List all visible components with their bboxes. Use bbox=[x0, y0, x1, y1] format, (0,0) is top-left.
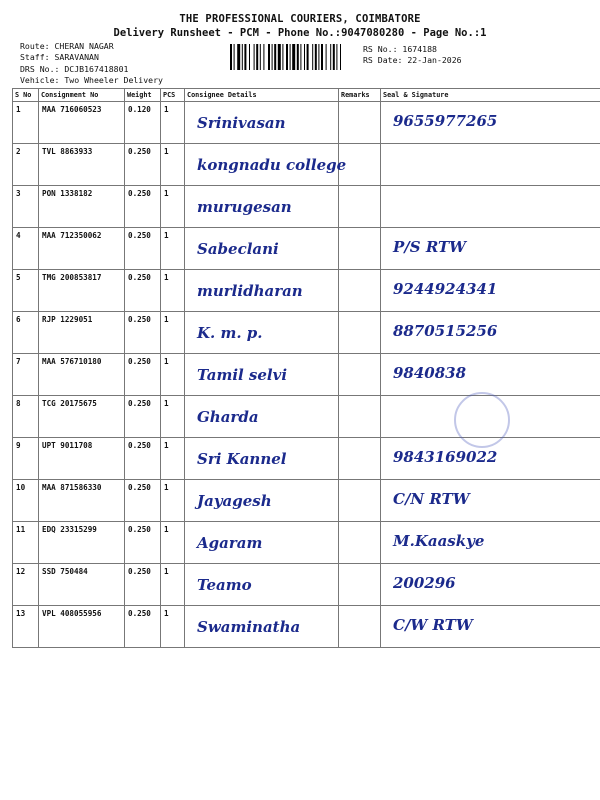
cell-remarks bbox=[339, 186, 381, 228]
barcode-bar bbox=[249, 44, 250, 70]
table-row bbox=[13, 438, 600, 480]
cell-sno: 1 bbox=[13, 102, 39, 144]
table-row bbox=[13, 312, 600, 354]
cell-sno: 11 bbox=[13, 522, 39, 564]
cell-pcs: 1 bbox=[161, 228, 185, 270]
cell-pcs: 1 bbox=[161, 522, 185, 564]
cell-consignee bbox=[185, 144, 347, 186]
handwritten-consignee: murlidharan bbox=[197, 282, 303, 300]
cell-consignment: MAA 716060523 bbox=[39, 102, 125, 144]
barcode-bar bbox=[237, 44, 240, 70]
cell-consignee bbox=[185, 522, 339, 564]
cell-sno: 6 bbox=[13, 312, 39, 354]
table-row bbox=[13, 228, 600, 270]
header-sno: S No bbox=[13, 89, 39, 102]
barcode-bar bbox=[244, 44, 246, 70]
drs-label: DRS No.: DCJB167418801 bbox=[20, 64, 129, 74]
cell-seal bbox=[381, 606, 600, 648]
cell-weight: 0.250 bbox=[125, 354, 161, 396]
runsheet-table bbox=[12, 88, 600, 648]
cell-seal bbox=[381, 480, 600, 522]
cell-consignment: VPL 408055956 bbox=[39, 606, 125, 648]
cell-pcs: 1 bbox=[161, 396, 185, 438]
runsheet-subtitle: Delivery Runsheet - PCM - Phone No.:9047080280 - Page No.:1 bbox=[113, 27, 487, 39]
cell-weight: 0.250 bbox=[125, 522, 161, 564]
barcode-bar bbox=[330, 44, 331, 70]
barcode-bar bbox=[307, 44, 309, 70]
cell-sno: 10 bbox=[13, 480, 39, 522]
cell-seal bbox=[381, 312, 600, 354]
cell-pcs: 1 bbox=[161, 564, 185, 606]
header-consignment: Consignment No bbox=[39, 89, 125, 102]
cell-remarks bbox=[339, 396, 381, 438]
barcode-bar bbox=[263, 44, 264, 70]
cell-consignee bbox=[185, 564, 339, 606]
staff-label: Staff: SARAVANAN bbox=[20, 52, 99, 62]
handwritten-consignee: Tamil selvi bbox=[197, 366, 288, 384]
cell-consignee bbox=[185, 396, 339, 438]
cell-consignee bbox=[185, 438, 339, 480]
cell-remarks bbox=[339, 480, 381, 522]
cell-consignment: RJP 1229051 bbox=[39, 312, 125, 354]
cell-consignee bbox=[185, 186, 339, 228]
cell-sno: 5 bbox=[13, 270, 39, 312]
cell-pcs: 1 bbox=[161, 354, 185, 396]
barcode-bar bbox=[268, 44, 270, 70]
table-header-row bbox=[13, 89, 600, 102]
cell-seal bbox=[381, 102, 600, 144]
handwritten-signature: 9244924341 bbox=[393, 280, 498, 298]
cell-consignee bbox=[185, 228, 339, 270]
vehicle-label: Vehicle: Two Wheeler Delivery bbox=[20, 75, 163, 85]
barcode-bar bbox=[282, 44, 283, 70]
cell-remarks bbox=[339, 606, 381, 648]
handwritten-consignee: Srinivasan bbox=[197, 114, 286, 132]
cell-consignment: MAA 871586330 bbox=[39, 480, 125, 522]
cell-remarks bbox=[339, 102, 381, 144]
handwritten-consignee: murugesan bbox=[197, 198, 292, 216]
barcode-bar bbox=[272, 44, 273, 70]
cell-weight: 0.250 bbox=[125, 438, 161, 480]
barcode-bar bbox=[297, 44, 299, 70]
cell-remarks bbox=[339, 564, 381, 606]
barcode-bar bbox=[333, 44, 335, 70]
cell-remarks bbox=[339, 270, 381, 312]
cell-remarks bbox=[339, 228, 381, 270]
handwritten-signature: P/S RTW bbox=[393, 238, 467, 256]
cell-sno: 7 bbox=[13, 354, 39, 396]
cell-consignment: TMG 200853817 bbox=[39, 270, 125, 312]
handwritten-consignee: kongnadu college bbox=[197, 156, 347, 174]
barcode-bar bbox=[242, 44, 243, 70]
cell-consignment: UPT 9011708 bbox=[39, 438, 125, 480]
cell-weight: 0.250 bbox=[125, 396, 161, 438]
header-remarks: Remarks bbox=[339, 89, 381, 102]
cell-pcs: 1 bbox=[161, 606, 185, 648]
cell-sno: 9 bbox=[13, 438, 39, 480]
cell-weight: 0.250 bbox=[125, 186, 161, 228]
cell-pcs: 1 bbox=[161, 480, 185, 522]
cell-consignment: PON 1338182 bbox=[39, 186, 125, 228]
cell-pcs: 1 bbox=[161, 144, 185, 186]
cell-pcs: 1 bbox=[161, 102, 185, 144]
barcode-bar bbox=[234, 44, 235, 70]
cell-consignment: MAA 576710180 bbox=[39, 354, 125, 396]
handwritten-consignee: Swaminatha bbox=[197, 618, 301, 636]
cell-seal bbox=[381, 564, 600, 606]
handwritten-signature: C/W RTW bbox=[393, 616, 473, 634]
table-row bbox=[13, 522, 600, 564]
cell-consignee bbox=[185, 354, 339, 396]
table-row bbox=[13, 564, 600, 606]
barcode-bar bbox=[260, 44, 261, 70]
company-title: THE PROFESSIONAL COURIERS, COIMBATORE bbox=[179, 13, 421, 25]
cell-sno: 2 bbox=[13, 144, 39, 186]
table-row bbox=[13, 270, 600, 312]
handwritten-signature: 9840838 bbox=[393, 364, 467, 382]
barcode-bar bbox=[292, 44, 295, 70]
cell-consignment: EDQ 23315299 bbox=[39, 522, 125, 564]
cell-seal bbox=[381, 354, 600, 396]
cell-seal bbox=[381, 228, 600, 270]
barcode-bar bbox=[336, 44, 337, 70]
cell-weight: 0.250 bbox=[125, 564, 161, 606]
cell-pcs: 1 bbox=[161, 270, 185, 312]
barcode-bar bbox=[290, 44, 291, 70]
table-row bbox=[13, 354, 600, 396]
cell-pcs: 1 bbox=[161, 312, 185, 354]
cell-pcs: 1 bbox=[161, 186, 185, 228]
barcode-bar bbox=[326, 44, 327, 70]
handwritten-signature: 8870515256 bbox=[393, 322, 498, 340]
rs-number: RS No.: 1674188 bbox=[363, 44, 437, 54]
table-row bbox=[13, 480, 600, 522]
barcode-bar bbox=[274, 44, 276, 70]
handwritten-consignee: Sabeclani bbox=[197, 240, 279, 258]
cell-weight: 0.250 bbox=[125, 228, 161, 270]
barcode-bar bbox=[278, 44, 281, 70]
header-weight: Weight bbox=[125, 89, 161, 102]
barcode-image bbox=[230, 44, 358, 70]
cell-sno: 13 bbox=[13, 606, 39, 648]
cell-remarks bbox=[339, 312, 381, 354]
handwritten-signature: 9655977265 bbox=[393, 112, 498, 130]
barcode-bar bbox=[230, 44, 232, 70]
header-consignee: Consignee Details bbox=[185, 89, 339, 102]
cell-consignment: TVL 8863933 bbox=[39, 144, 125, 186]
barcode-bar bbox=[312, 44, 313, 70]
cell-consignee bbox=[185, 270, 339, 312]
table-row bbox=[13, 186, 600, 228]
cell-remarks bbox=[339, 354, 381, 396]
cell-weight: 0.120 bbox=[125, 102, 161, 144]
cell-sno: 4 bbox=[13, 228, 39, 270]
cell-consignment: MAA 712350062 bbox=[39, 228, 125, 270]
cell-sno: 12 bbox=[13, 564, 39, 606]
cell-weight: 0.250 bbox=[125, 606, 161, 648]
cell-consignee bbox=[185, 480, 339, 522]
cell-remarks bbox=[339, 522, 381, 564]
barcode-bar bbox=[256, 44, 258, 70]
table-row bbox=[13, 606, 600, 648]
cell-pcs: 1 bbox=[161, 438, 185, 480]
barcode-bar bbox=[304, 44, 305, 70]
handwritten-signature: M.Kaaskye bbox=[393, 532, 485, 550]
header-seal: Seal & Signature bbox=[381, 89, 600, 102]
table-row bbox=[13, 102, 600, 144]
cell-weight: 0.250 bbox=[125, 270, 161, 312]
seal-stamp bbox=[454, 392, 510, 448]
barcode-bar bbox=[321, 44, 323, 70]
handwritten-signature: 200296 bbox=[393, 574, 456, 592]
cell-weight: 0.250 bbox=[125, 312, 161, 354]
handwritten-consignee: Jayagesh bbox=[197, 492, 272, 510]
barcode-bar bbox=[315, 44, 317, 70]
cell-remarks bbox=[339, 438, 381, 480]
cell-consignee bbox=[185, 606, 339, 648]
handwritten-consignee: Sri Kannel bbox=[197, 450, 287, 468]
rs-date: RS Date: 22-Jan-2026 bbox=[363, 55, 462, 65]
cell-seal bbox=[381, 270, 600, 312]
handwritten-signature: 9843169022 bbox=[393, 448, 498, 466]
cell-seal bbox=[381, 144, 600, 186]
cell-consignee bbox=[185, 102, 339, 144]
cell-consignment: SSD 750484 bbox=[39, 564, 125, 606]
handwritten-consignee: Gharda bbox=[197, 408, 259, 426]
cell-sno: 8 bbox=[13, 396, 39, 438]
handwritten-consignee: K. m. p. bbox=[197, 324, 263, 342]
barcode-bar bbox=[318, 44, 319, 70]
barcode-bar bbox=[254, 44, 255, 70]
table-row bbox=[13, 396, 600, 438]
cell-weight: 0.250 bbox=[125, 480, 161, 522]
handwritten-consignee: Teamo bbox=[197, 576, 252, 594]
barcode-bar bbox=[340, 44, 341, 70]
cell-weight: 0.250 bbox=[125, 144, 161, 186]
cell-consignee bbox=[185, 312, 339, 354]
handwritten-signature: C/N RTW bbox=[393, 490, 470, 508]
barcode-bar bbox=[300, 44, 301, 70]
handwritten-consignee: Agaram bbox=[197, 534, 263, 552]
cell-seal bbox=[381, 522, 600, 564]
header-pcs: PCS bbox=[161, 89, 185, 102]
cell-consignment: TCG 20175675 bbox=[39, 396, 125, 438]
cell-sno: 3 bbox=[13, 186, 39, 228]
table-row bbox=[13, 144, 600, 186]
barcode-bar bbox=[286, 44, 288, 70]
cell-seal bbox=[381, 186, 600, 228]
route-label: Route: CHERAN NAGAR bbox=[20, 41, 114, 51]
